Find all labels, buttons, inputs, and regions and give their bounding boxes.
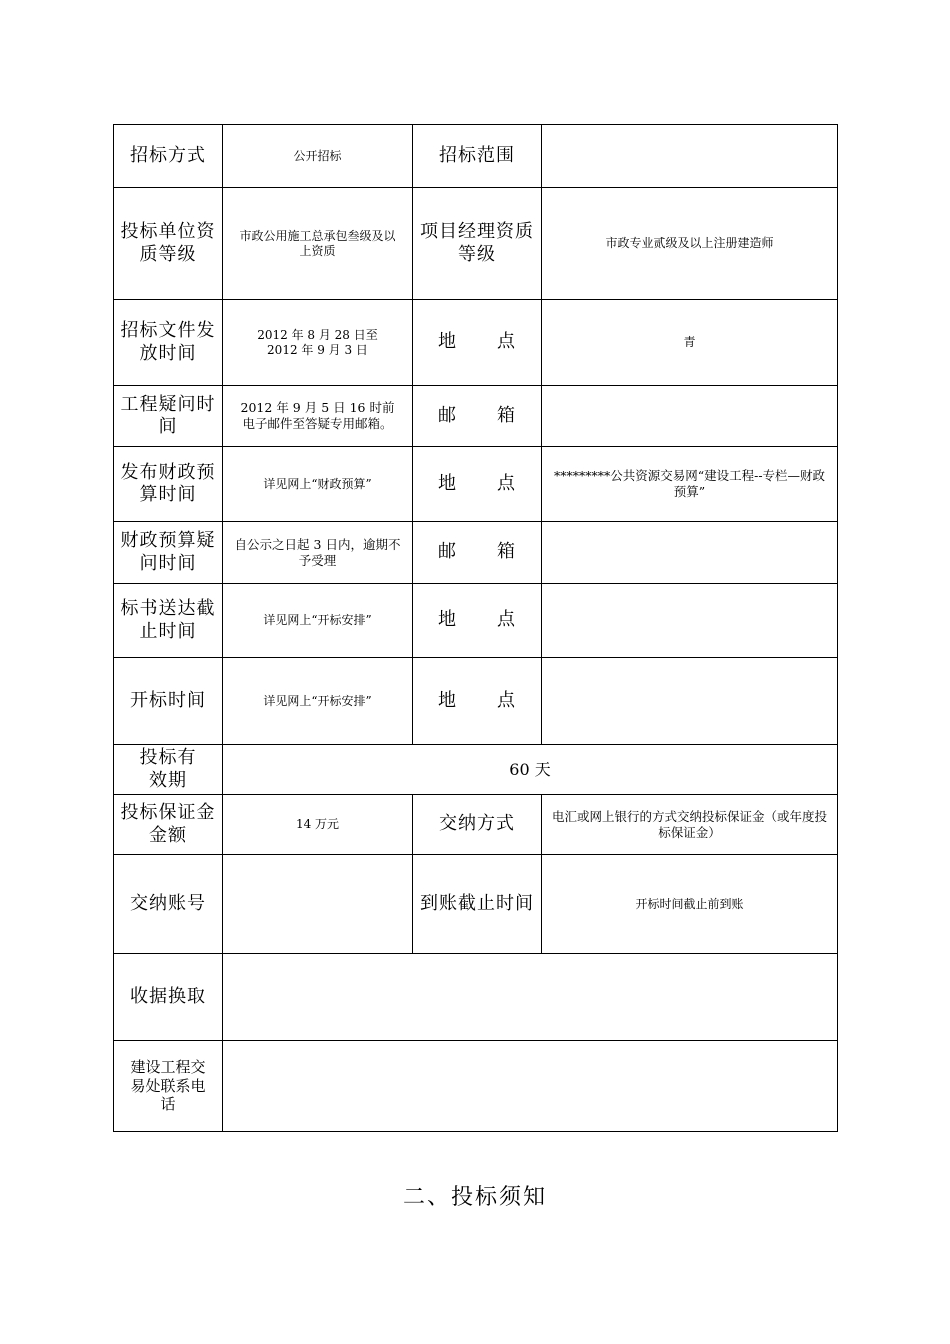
value-bond: 14 万元: [223, 795, 413, 855]
table-row: [114, 584, 838, 658]
table-row: [114, 522, 838, 584]
label-deadline-location: [413, 584, 542, 658]
value-doc-location: 青: [542, 300, 838, 386]
value-scope: [542, 125, 838, 188]
table-row: [114, 386, 838, 447]
label-receipt: 收据换取: [114, 954, 223, 1041]
value-deadline-location: [542, 584, 838, 658]
value-qualification: 市政公用施工总承包叁级及以上资质: [223, 188, 413, 300]
value-query-mailbox: [542, 386, 838, 447]
label-manager-qualification: 项目经理资质等级: [413, 188, 542, 300]
value-budget-location: *********公共资源交易网“建设工程--专栏—财政预算”: [542, 447, 838, 522]
value-contact: [223, 1041, 838, 1132]
label-budget-release: 发布财政预算时间: [114, 447, 223, 522]
table-row: [114, 954, 838, 1041]
doc-issue-end: 2012 年 9 月 3 日: [267, 342, 368, 357]
label-bond: 投标保证金金额: [114, 795, 223, 855]
value-receipt: [223, 954, 838, 1041]
label-account: 交纳账号: [114, 855, 223, 954]
label-part: 箱: [497, 541, 516, 563]
label-query-mailbox: [413, 386, 542, 447]
label-part: 点: [497, 689, 516, 711]
label-part: 地: [438, 331, 457, 353]
tender-info-table: [113, 124, 838, 1132]
label-query: 工程疑问时间: [114, 386, 223, 447]
table-row: [114, 1041, 838, 1132]
value-opening: 详见网上“开标安排”: [223, 658, 413, 745]
label-opening-location: [413, 658, 542, 745]
value-arrival-deadline: 开标时间截止前到账: [542, 855, 838, 954]
label-opening: 开标时间: [114, 658, 223, 745]
table-row: [114, 855, 838, 954]
value-doc-issue: [223, 300, 413, 386]
table-row: [114, 125, 838, 188]
value-payment-method: 电汇或网上银行的方式交纳投标保证金（或年度投标保证金）: [542, 795, 838, 855]
label-budget-mailbox: [413, 522, 542, 584]
table-row: [114, 447, 838, 522]
label-scope: 招标范围: [413, 125, 542, 188]
doc-issue-start: 2012 年 8 月 28 日至: [257, 327, 378, 342]
label-part: 邮: [438, 404, 457, 426]
label-doc-location: [413, 300, 542, 386]
label-payment-method: 交纳方式: [413, 795, 542, 855]
value-query: 2012 年 9 月 5 日 16 时前电子邮件至答疑专用邮箱。: [223, 386, 413, 447]
label-part: 点: [497, 472, 516, 494]
table-row: [114, 658, 838, 745]
value-budget-release: 详见网上“财政预算”: [223, 447, 413, 522]
label-part: 点: [497, 609, 516, 631]
value-opening-location: [542, 658, 838, 745]
label-validity: 投标有效期: [114, 745, 223, 795]
value-method: 公开招标: [223, 125, 413, 188]
label-part: 地: [438, 689, 457, 711]
value-deadline: 详见网上“开标安排”: [223, 584, 413, 658]
section-heading: 二、投标须知: [402, 1185, 547, 1210]
value-validity: 60 天: [223, 745, 838, 795]
label-arrival-deadline: 到账截止时间: [413, 855, 542, 954]
label-budget-query: 财政预算疑问时间: [114, 522, 223, 584]
table-row: [114, 188, 838, 300]
label-part: 邮: [438, 541, 457, 563]
label-budget-location: [413, 447, 542, 522]
label-part: 箱: [497, 404, 516, 426]
table-row: [114, 300, 838, 386]
value-account: [223, 855, 413, 954]
label-deadline: 标书送达截止时间: [114, 584, 223, 658]
label-contact: 建设工程交易处联系电话: [114, 1041, 223, 1132]
label-doc-issue: 招标文件发放时间: [114, 300, 223, 386]
label-part: 地: [438, 609, 457, 631]
label-part: 点: [497, 331, 516, 353]
value-manager-qualification: 市政专业贰级及以上注册建造师: [542, 188, 838, 300]
label-part: 地: [438, 472, 457, 494]
label-qualification: 投标单位资质等级: [114, 188, 223, 300]
table-row: [114, 745, 838, 795]
table-row: [114, 795, 838, 855]
label-method: 招标方式: [114, 125, 223, 188]
value-budget-mailbox: [542, 522, 838, 584]
value-budget-query: 自公示之日起 3 日内，逾期不予受理: [223, 522, 413, 584]
